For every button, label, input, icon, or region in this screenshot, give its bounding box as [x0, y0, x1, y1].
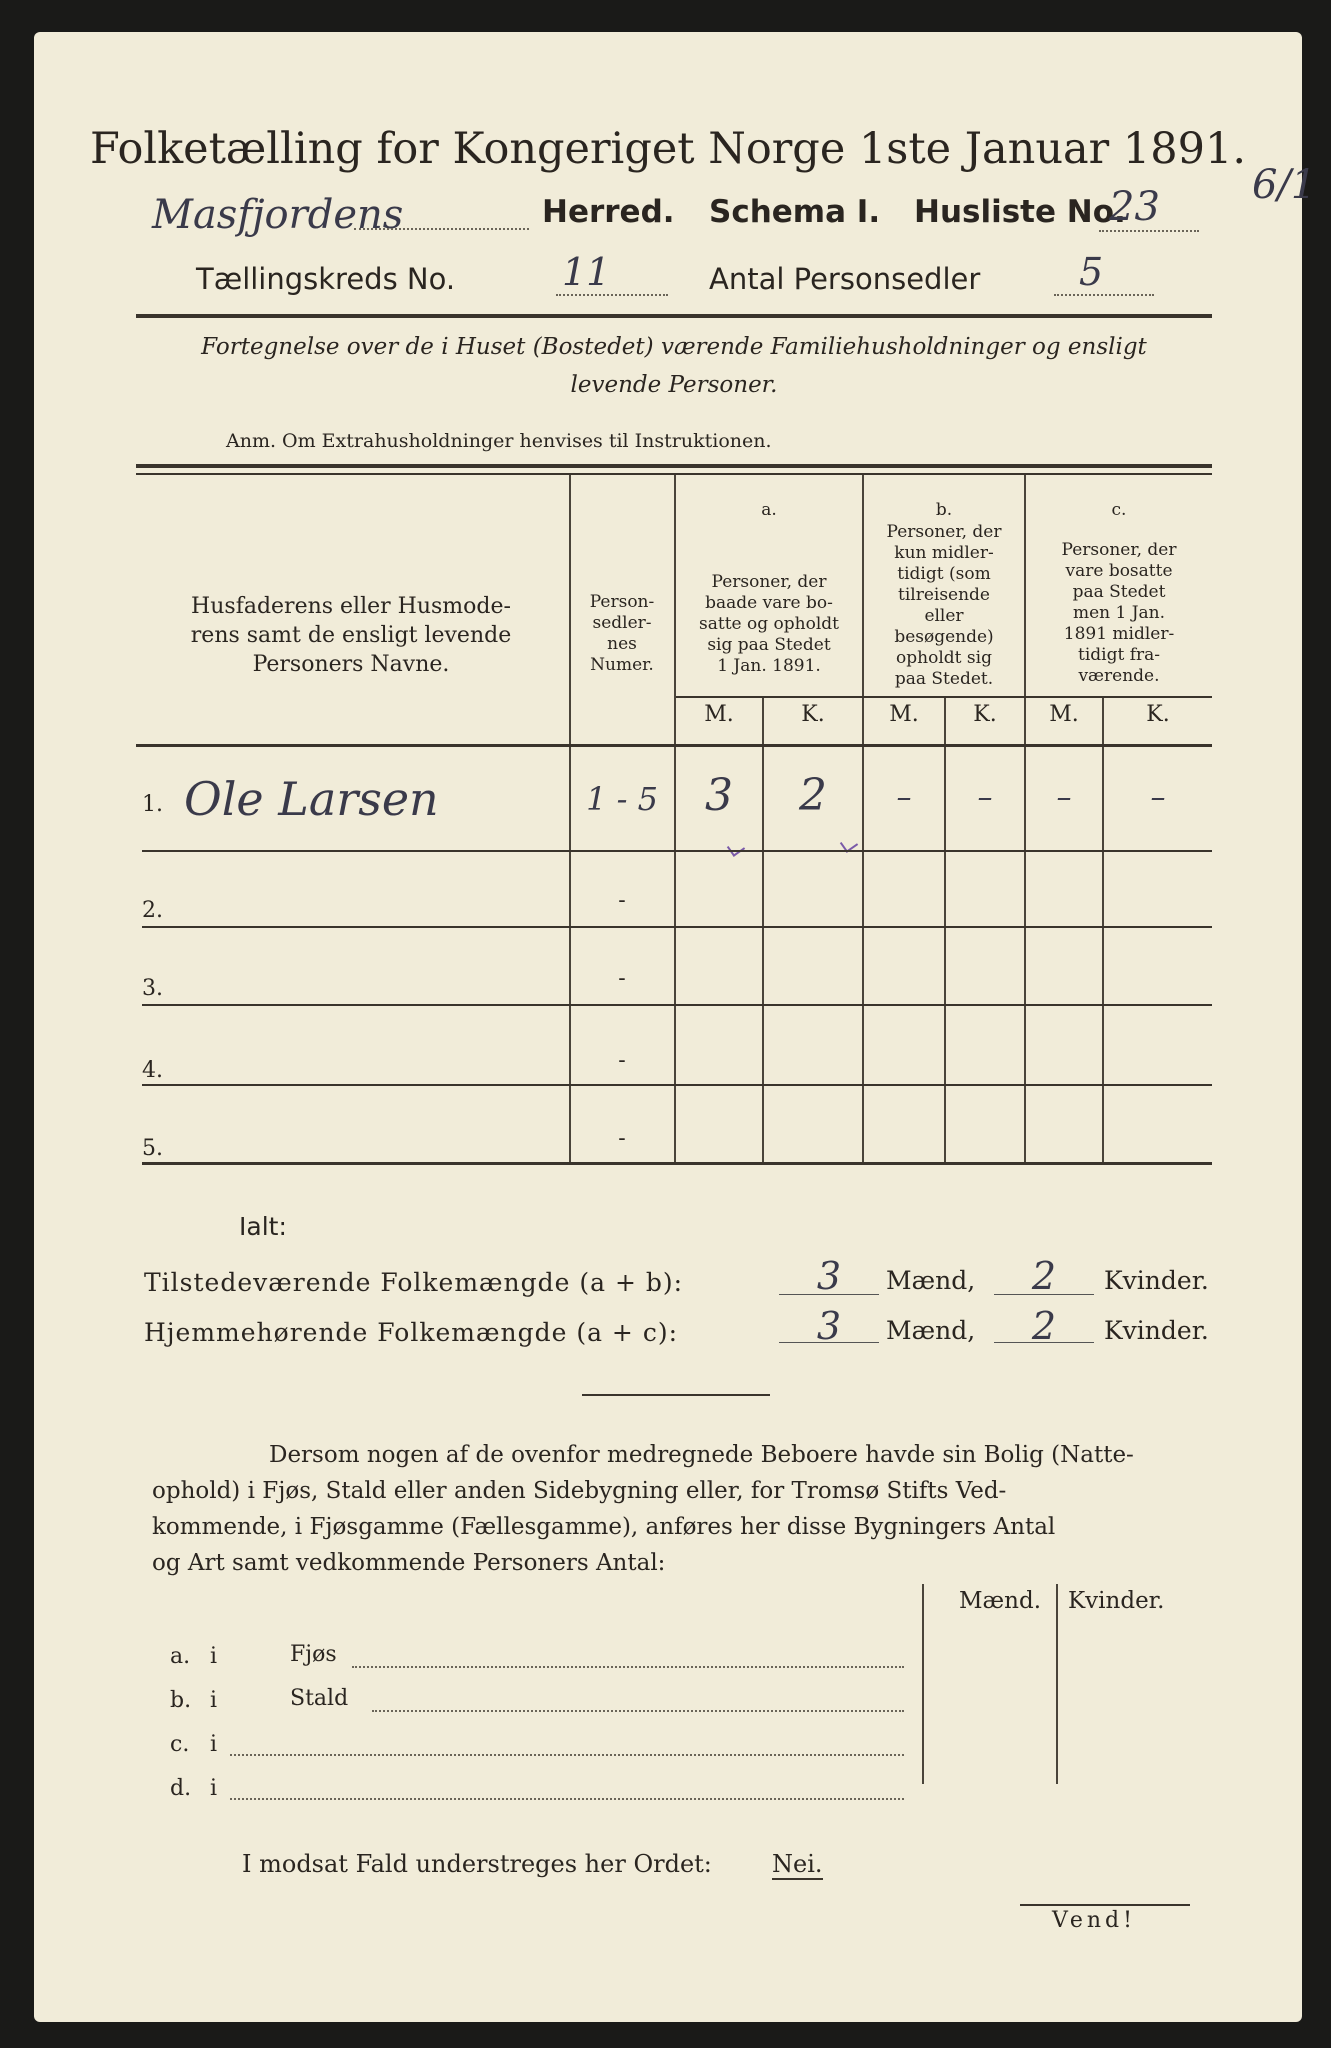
- row-1-num: 1 - 5: [586, 780, 658, 818]
- check-mark-icon: [727, 839, 745, 857]
- a-m-label: M.: [704, 702, 734, 727]
- vend-text: Vend!: [1052, 1908, 1136, 1933]
- husliste-label: Husliste No.: [914, 194, 1126, 230]
- row-1-c-k: –: [1150, 780, 1166, 815]
- row-3-rule: [142, 1004, 1212, 1006]
- totals-line1-k: 2: [1031, 1254, 1057, 1298]
- herred-dots: [354, 228, 529, 230]
- col-b-letter: b.: [935, 500, 953, 520]
- item-a-dots: [352, 1666, 904, 1668]
- row-2-rule: [142, 926, 1212, 928]
- item-a-label: Fjøs: [290, 1642, 337, 1667]
- col-name-header: Husfaderens eller Husmode- rens samt de ensligt levende Personers Navne.: [190, 594, 512, 677]
- antal-value: 5: [1079, 250, 1104, 294]
- row-1-a-m: 3: [705, 770, 733, 821]
- row-5-nr: 5.: [142, 1136, 163, 1161]
- item-c-i: i: [210, 1732, 218, 1757]
- antal-dots: [1054, 294, 1154, 296]
- item-c-letter: c.: [170, 1732, 190, 1757]
- header-rule: [136, 314, 1212, 318]
- col-divider-c-mk: [1102, 697, 1104, 1165]
- dwelling-col-m: Mænd.: [959, 1588, 1042, 1614]
- item-b-dots: [372, 1710, 904, 1712]
- row-1-nr: 1.: [142, 792, 163, 817]
- herred-value: Masfjordens: [152, 192, 404, 238]
- item-a-letter: a.: [170, 1644, 191, 1669]
- dwelling-p2: ophold) i Fjøs, Stald eller anden Sidebygning eller, for Tromsø Stifts Ved-: [152, 1478, 1007, 1504]
- col-num-header: Person- sedler- nes Numer.: [589, 592, 655, 675]
- b-m-label: M.: [889, 702, 919, 727]
- totals-line2-m-line: [779, 1342, 879, 1343]
- intro-line2: levende Personer.: [570, 372, 778, 398]
- corner-note: 6/1: [1252, 162, 1317, 208]
- dwelling-vline-2: [1056, 1584, 1058, 1784]
- a-k-label: K.: [801, 702, 825, 727]
- item-b-letter: b.: [170, 1688, 192, 1713]
- mk-top-rule: [676, 696, 1212, 698]
- totals-line2-label: Hjemmehørende Folkemængde (a + c):: [144, 1318, 678, 1347]
- herred-label: Herred.: [542, 194, 675, 230]
- item-c-dots: [230, 1754, 904, 1756]
- row-3-num: -: [618, 966, 626, 991]
- dwelling-col-k: Kvinder.: [1068, 1588, 1165, 1614]
- row-4-num: -: [618, 1048, 626, 1073]
- totals-line1-m-line: [779, 1294, 879, 1295]
- totals-line1-m: 3: [816, 1254, 842, 1298]
- schema-label: Schema I.: [709, 194, 881, 230]
- item-b-i: i: [210, 1688, 218, 1713]
- row-1-rule: [142, 850, 1212, 852]
- anm-note: Anm. Om Extrahusholdninger henvises til Instruktionen.: [226, 430, 772, 452]
- row-4-nr: 4.: [142, 1058, 163, 1083]
- item-a-i: i: [210, 1644, 218, 1669]
- kreds-dots: [556, 294, 668, 296]
- row-1-a-k: 2: [799, 770, 827, 821]
- totals-line1-kvinder: Kvinder.: [1104, 1266, 1209, 1295]
- totals-line2-k: 2: [1031, 1304, 1057, 1348]
- vend-rule: [1020, 1904, 1190, 1906]
- row-3-nr: 3.: [142, 976, 163, 1001]
- row-5-num: -: [618, 1126, 626, 1151]
- row-2-nr: 2.: [142, 898, 163, 923]
- kreds-value: 11: [562, 250, 611, 294]
- form-title: Folketælling for Kongeriget Norge 1ste Januar 1891.: [89, 124, 1246, 174]
- totals-line2-maend: Mænd,: [886, 1316, 976, 1345]
- totals-line1-label: Tilstedeværende Folkemængde (a + b):: [144, 1268, 684, 1297]
- item-d-dots: [230, 1798, 904, 1800]
- col-c-letter: c.: [1111, 500, 1127, 520]
- totals-line1-maend: Mænd,: [886, 1266, 976, 1295]
- dwelling-p3: kommende, i Fjøsgamme (Fællesgamme), anføres her disse Bygningers Antal: [152, 1514, 1056, 1540]
- row-1-c-m: –: [1056, 780, 1072, 815]
- husliste-dots: [1099, 230, 1199, 232]
- nei-word: Nei.: [772, 1850, 823, 1878]
- col-c-header: Personer, der vare bosatte paa Stedet men 1 Jan. 1891 midler- tidigt fra- værende.: [1061, 540, 1177, 686]
- col-a-letter: a.: [761, 500, 777, 520]
- kreds-label: Tællingskreds No.: [196, 262, 456, 296]
- dwelling-p4: og Art samt vedkommende Personers Antal:: [152, 1550, 666, 1576]
- ialt-label: Ialt:: [239, 1212, 287, 1241]
- row-4-rule: [142, 1084, 1212, 1086]
- table-top-rule: [136, 464, 1212, 468]
- item-d-letter: d.: [170, 1776, 192, 1801]
- modsat-text: I modsat Fald understreges her Ordet:: [242, 1850, 712, 1878]
- col-divider-b-mk: [944, 697, 946, 1165]
- col-b-header: Personer, der kun midler- tidigt (som tilreisende eller besøgende) opholdt sig paa Stedet.: [886, 522, 1002, 689]
- dwelling-vline-1: [922, 1584, 924, 1784]
- row-1-b-m: –: [896, 780, 912, 815]
- b-k-label: K.: [973, 702, 997, 727]
- header-bottom-rule: [136, 744, 1212, 747]
- row-1-name: Ole Larsen: [184, 772, 439, 826]
- table-bottom-rule: [142, 1162, 1212, 1165]
- row-2-num: -: [618, 888, 626, 913]
- totals-line2-m: 3: [816, 1304, 842, 1348]
- census-form: [34, 32, 1317, 2022]
- c-k-label: K.: [1146, 702, 1170, 727]
- section-divider: [582, 1394, 770, 1396]
- col-a-header: Personer, der baade vare bo- satte og opholdt sig paa Stedet 1 Jan. 1891.: [699, 572, 839, 676]
- item-d-i: i: [210, 1776, 218, 1801]
- totals-line2-kvinder: Kvinder.: [1104, 1316, 1209, 1345]
- dwelling-p1: Dersom nogen af de ovenfor medregnede Beboere havde sin Bolig (Natte-: [269, 1442, 1134, 1468]
- col-divider-a-mk: [762, 697, 764, 1165]
- row-1-b-k: –: [977, 780, 993, 815]
- antal-label: Antal Personsedler: [709, 262, 981, 296]
- item-b-label: Stald: [290, 1686, 349, 1711]
- totals-line1-k-line: [994, 1294, 1094, 1295]
- totals-line2-k-line: [994, 1342, 1094, 1343]
- c-m-label: M.: [1049, 702, 1079, 727]
- intro-line1: Fortegnelse over de i Huset (Bostedet) værende Familiehusholdninger og ensligt: [201, 334, 1147, 360]
- husliste-value: 23: [1109, 184, 1160, 230]
